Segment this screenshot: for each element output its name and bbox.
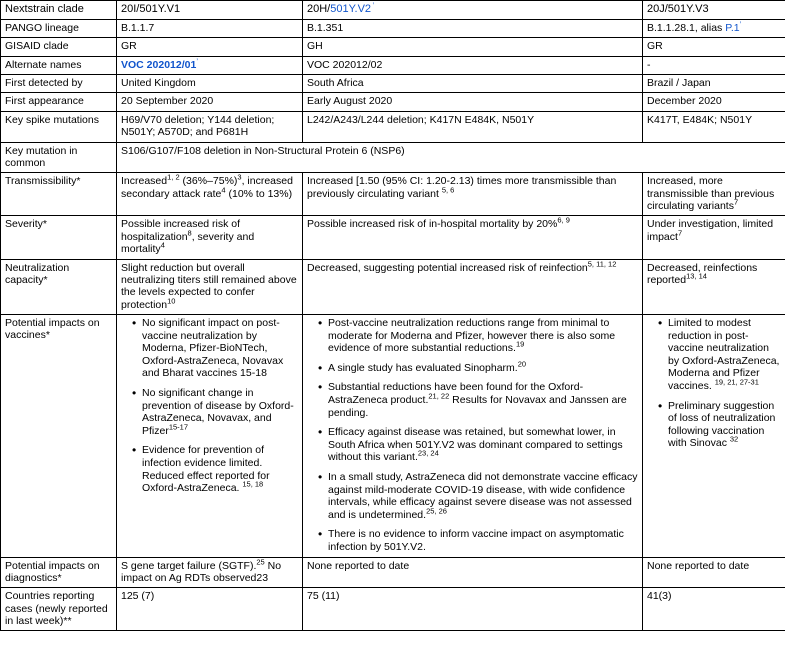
altname-v3: -: [643, 56, 785, 74]
list-item: • Substantial reductions have been found for the Oxford-AstraZeneca product.$^{21, 22}$ Results for Novavax and Janssen are pending.: [319, 381, 638, 419]
table-row-key-spike-mutations: [1, 111, 785, 142]
transmissibility-v3: Increased, more transmissible than previous circulating variants$^7$: [643, 173, 785, 216]
reference-superscript: 32: [729, 434, 739, 444]
row-header-pango-lineage: PANGO lineage: [1, 19, 117, 37]
reference-superscript: 1, 2: [167, 172, 180, 182]
v2-sup: ’: [371, 0, 375, 10]
table-row-gisaid-clade: [1, 38, 785, 56]
row-header-key-mutation-in-common: Key mutation in common: [1, 142, 117, 173]
reference-superscript: 4: [160, 240, 165, 250]
reference-superscript: 19, 21, 27-31: [714, 377, 759, 387]
list-item: • Efficacy against disease was retained, but somewhat lower, in South Africa when 501Y.V2 was dominant compared to settings without this variant.$^{23, 24}$: [319, 426, 638, 464]
row-header-transmissibility: Transmissibility*: [1, 173, 117, 216]
v2-link[interactable]: 501Y.V2: [330, 3, 372, 15]
column-header-v2: 20H/501Y.V2 ’: [303, 1, 643, 20]
list-item: • A single study has evaluated Sinopharm.$^{20}$: [319, 362, 638, 375]
vaccines-v3: [643, 315, 785, 558]
reference-superscript: 25: [256, 557, 265, 567]
bullet-list: [121, 317, 298, 495]
diagnostics-v3: None reported to date: [643, 557, 785, 588]
reference-superscript: 3: [237, 172, 242, 182]
detected-v3: Brazil / Japan: [643, 75, 785, 93]
gisaid-v1: GR: [117, 38, 303, 56]
gisaid-v2: GH: [303, 38, 643, 56]
row-header-gisaid-clade: GISAID clade: [1, 38, 117, 56]
row-header-key-spike-mutations: Key spike mutations: [1, 111, 117, 142]
reference-superscript: 7: [733, 197, 739, 207]
pango-v3: B.1.1.28.1, alias P.1’: [643, 19, 785, 37]
reference-superscript: 4: [221, 185, 226, 195]
transmissibility-v2: Increased [1.50 (95% CI: 1.20-2.13) times more transmissible than previously circulating variant $^{5, 6}$: [303, 173, 643, 216]
neutralization-v2: Decreased, suggesting potential increased risk of reinfection$^{5, 11, 12}$: [303, 259, 643, 315]
neutralization-v1: Slight reduction but overall neutralizing titers still remained above the levels expected to confer protection$^{10}$: [117, 259, 303, 315]
severity-v3: Under investigation, limited impact$^7$: [643, 216, 785, 259]
reference-superscript: 25, 26: [426, 506, 447, 516]
appearance-v3: December 2020: [643, 93, 785, 111]
row-header-severity: Severity*: [1, 216, 117, 259]
spike-v2: L242/A243/L244 deletion; K417N E484K, N501Y: [303, 111, 643, 142]
table-row-potential-impacts-vaccines: [1, 315, 785, 558]
reference-superscript: 7: [677, 228, 683, 238]
altname-v1: [117, 56, 303, 74]
reference-superscript: 20: [517, 359, 527, 369]
p1-link[interactable]: P.1: [725, 21, 740, 34]
reference-superscript: 15-17: [168, 422, 189, 432]
table-row-first-appearance: [1, 93, 785, 111]
pango-v1: B.1.1.7: [117, 19, 303, 37]
column-header-v3: 20J/501Y.V3: [643, 1, 785, 20]
diagnostics-v1: S gene target failure (SGTF).$^{25}$ No impact on Ag RDTs observed23: [117, 557, 303, 588]
list-item: • There is no evidence to inform vaccine impact on asymptomatic infection by 501Y.V2.: [319, 528, 638, 553]
transmissibility-v1: Increased$^{1, 2}$ $(36\%-75\%)^3$, increased secondary attack rate$^4$ (10% to 13%): [117, 173, 303, 216]
reference-superscript: 21, 22: [428, 391, 450, 401]
reference-superscript: 23, 24: [417, 448, 439, 458]
severity-v2: Possible increased risk of in-hospital mortality by 20%$^{6, 9}$: [303, 216, 643, 259]
countries-v3: 41(3): [643, 588, 785, 631]
vaccines-v1: [117, 315, 303, 558]
appearance-v2: Early August 2020: [303, 93, 643, 111]
list-item: • In a small study, AstraZeneca did not demonstrate vaccine efficacy against mild-moderate COVID-19 disease, with wide confidence intervals, while efficacy against severe disease was not assessed and is undetermined.$^{25, 26}$: [319, 471, 638, 521]
row-header-countries-reporting-cases: Countries reporting cases (newly reported in last week)**: [1, 588, 117, 631]
table-row-transmissibility: [1, 173, 785, 216]
list-item: • Limited to modest reduction in post-vaccine neutralization by Oxford-AstraZeneca, Moderna and Pfizer vaccines. $^{19, 21, 27-31}$: [659, 317, 781, 393]
reference-superscript: 15, 18: [242, 479, 264, 489]
spike-v1: H69/V70 deletion; Y144 deletion; N501Y; A570D; and P681H: [117, 111, 303, 142]
reference-superscript: 19: [515, 339, 525, 349]
appearance-v1: 20 September 2020: [117, 93, 303, 111]
voc-202012-01-link[interactable]: VOC 202012/01: [121, 58, 197, 71]
table-row-countries-reporting-cases: [1, 588, 785, 631]
bullet-list: [307, 317, 638, 554]
list-item: • No significant change in prevention of disease by Oxford-AstraZeneca, Novavax, and Pfizer$^{15-17}$: [133, 387, 298, 437]
list-item: • Evidence for prevention of infection evidence limited. Reduced effect reported for Oxford-AstraZeneca. $^{15, 18}$: [133, 444, 298, 494]
neutralization-v3: Decreased, reinfections reported$^{13, 14}$: [643, 259, 785, 315]
countries-v1: 125 (7): [117, 588, 303, 631]
reference-superscript: 10: [167, 296, 176, 306]
vaccines-v2: [303, 315, 643, 558]
diagnostics-v2: None reported to date: [303, 557, 643, 588]
spike-v3: K417T, E484K; N501Y: [643, 111, 785, 142]
p1-sup: ’: [739, 19, 742, 29]
table-row-severity: [1, 216, 785, 259]
row-header-first-appearance: First appearance: [1, 93, 117, 111]
list-item: • No significant impact on post-vaccine neutralization by Moderna, Pfizer-BioNTech, Oxford-AstraZeneca, Novavax and Bharat vaccines 15-18: [133, 317, 298, 380]
severity-v1: Possible increased risk of hospitalization$^8$, severity and mortality$^4$: [117, 216, 303, 259]
table-row-potential-impacts-diagnostics: [1, 557, 785, 588]
row-header-neutralization-capacity: Neutralization capacity*: [1, 259, 117, 315]
row-header-potential-impacts-vaccines: Potential impacts on vaccines*: [1, 315, 117, 558]
table-header-row: [1, 1, 785, 20]
reference-superscript: 6, 9: [557, 215, 570, 225]
list-item: • Preliminary suggestion of loss of neutralization following vaccination with Sinovac $^{32}$: [659, 400, 781, 450]
table-row-first-detected-by: [1, 75, 785, 93]
column-header-nextstrain-clade: Nextstrain clade: [1, 1, 117, 20]
row-header-alternate-names: Alternate names: [1, 56, 117, 74]
detected-v2: South Africa: [303, 75, 643, 93]
altname-v2: VOC 202012/02: [303, 56, 643, 74]
bullet-list: [647, 317, 781, 450]
gisaid-v3: GR: [643, 38, 785, 56]
detected-v1: United Kingdom: [117, 75, 303, 93]
reference-superscript: 8: [187, 228, 192, 238]
reference-superscript: 5, 11, 12: [587, 259, 617, 269]
row-header-potential-impacts-diagnostics: Potential impacts on diagnostics*: [1, 557, 117, 588]
reference-superscript: 5, 6: [441, 185, 455, 195]
list-item: • Post-vaccine neutralization reductions range from minimal to moderate for Moderna and Pfizer, however there is also some evidence of more substantial reductions.$^{19}$: [319, 317, 638, 355]
row-header-first-detected-by: First detected by: [1, 75, 117, 93]
column-header-v1: 20I/501Y.V1: [117, 1, 303, 20]
reference-superscript: 13, 14: [686, 271, 707, 281]
pango-v2: B.1.351: [303, 19, 643, 37]
voc-sup: ’: [196, 56, 198, 66]
countries-v2: 75 (11): [303, 588, 643, 631]
key-mutation-common-value: S106/G107/F108 deletion in Non-Structural Protein 6 (NSP6): [117, 142, 785, 173]
table-row-neutralization-capacity: [1, 259, 785, 315]
table-row-key-mutation-in-common: [1, 142, 785, 173]
table-row-pango-lineage: [1, 19, 785, 37]
table-row-alternate-names: [1, 56, 785, 74]
